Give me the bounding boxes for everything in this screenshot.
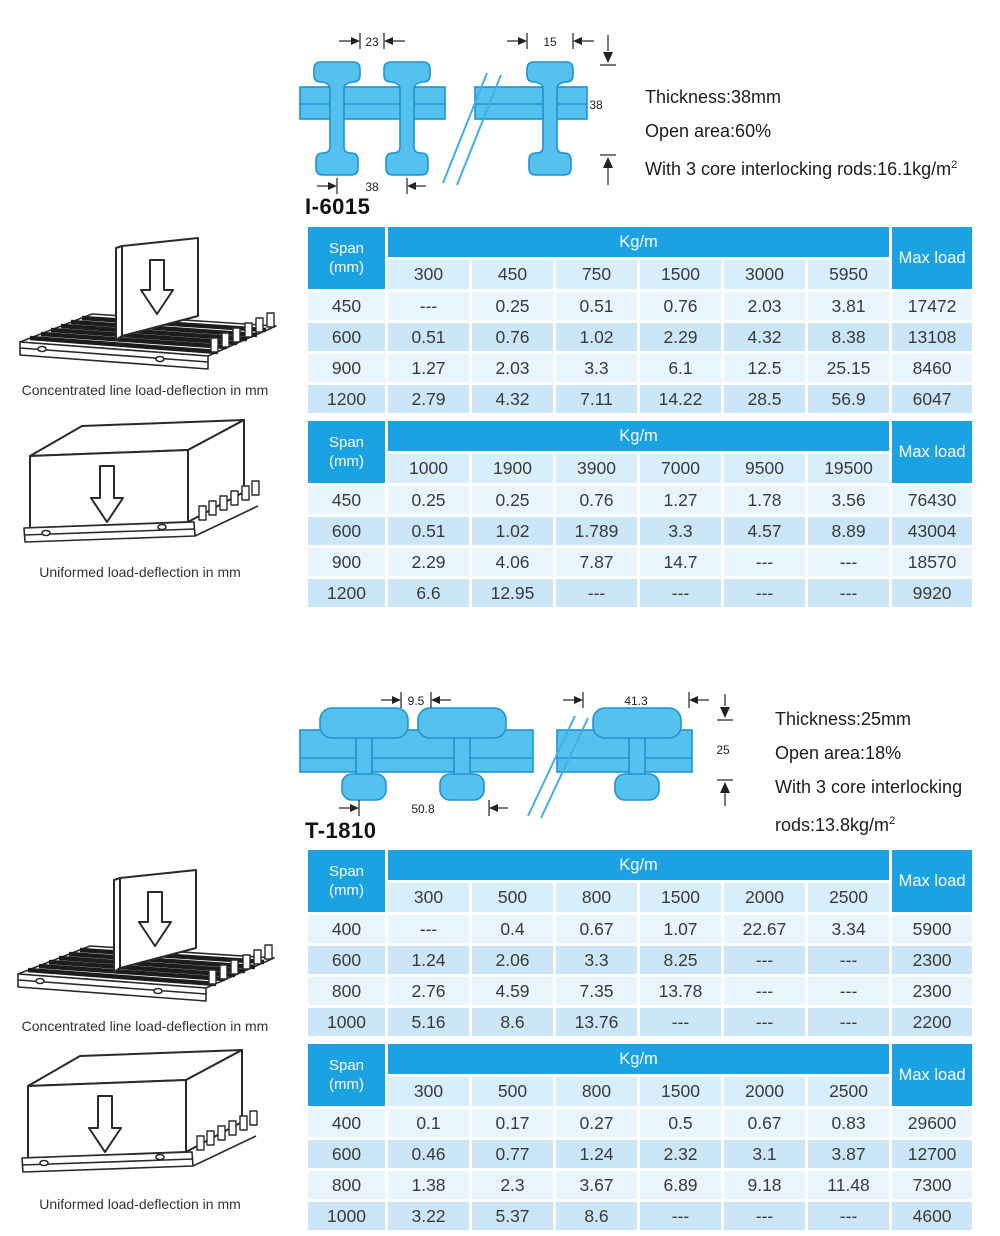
- uniform-load-illustration: [10, 1044, 275, 1194]
- illustration-caption: Uniformed load-deflection in mm: [39, 564, 241, 580]
- dimension-25-side: [716, 694, 733, 806]
- model-heading: T-1810: [305, 818, 377, 843]
- table-row: [307, 1201, 974, 1232]
- max-load-value: 12700: [891, 1139, 974, 1170]
- deflection-value: 1.78: [723, 485, 807, 516]
- load-column-header: 750: [555, 259, 639, 291]
- spec-list: [645, 80, 990, 186]
- table-row: [307, 578, 974, 609]
- load-column-header: 3000: [723, 259, 807, 291]
- dimension-15: [507, 33, 594, 49]
- table-row: [307, 384, 974, 415]
- spec-list: [775, 702, 995, 842]
- spec-line: Thickness:38mm: [645, 87, 782, 107]
- load-column-header: 2500: [807, 882, 891, 914]
- deflection-value: ---: [723, 1007, 807, 1038]
- deflection-value: 7.35: [555, 976, 639, 1007]
- deflection-value: 0.46: [387, 1139, 471, 1170]
- deflection-value: ---: [723, 976, 807, 1007]
- deflection-value: 1.02: [471, 516, 555, 547]
- deflection-value: 3.67: [555, 1170, 639, 1201]
- span-value: 600: [307, 322, 387, 353]
- table-row: [307, 485, 974, 516]
- deflection-value: 56.9: [807, 384, 891, 415]
- span-value: 400: [307, 1108, 387, 1139]
- deflection-value: 0.25: [471, 485, 555, 516]
- deflection-value: ---: [387, 914, 471, 945]
- table-row: [307, 976, 974, 1007]
- span-header: Span (mm): [307, 420, 387, 485]
- uniform-load-table: [305, 418, 975, 610]
- max-load-value: 13108: [891, 322, 974, 353]
- deflection-value: 0.51: [555, 291, 639, 322]
- svg-text:15: 15: [543, 35, 557, 49]
- load-column-header: 1500: [639, 882, 723, 914]
- deflection-value: 2.76: [387, 976, 471, 1007]
- deflection-value: ---: [807, 547, 891, 578]
- deflection-value: 2.79: [387, 384, 471, 415]
- span-header: Span (mm): [307, 849, 387, 914]
- span-value: 1200: [307, 578, 387, 609]
- uniform-load-illustration: [12, 414, 277, 564]
- concentrated-load-table: [305, 847, 975, 1039]
- deflection-value: ---: [555, 578, 639, 609]
- svg-text:50.8: 50.8: [411, 802, 435, 816]
- table-row: [307, 1108, 974, 1139]
- kgm-header: Kg/m: [387, 420, 891, 453]
- deflection-value: 3.34: [807, 914, 891, 945]
- i-bar-profile-drawing: [295, 25, 630, 195]
- concentrated-load-illustration: [10, 230, 290, 380]
- table-row: [307, 353, 974, 384]
- deflection-value: 0.51: [387, 516, 471, 547]
- table-header-row: [307, 1043, 974, 1076]
- uniform-load-table: [305, 1041, 975, 1233]
- deflection-value: ---: [807, 1007, 891, 1038]
- svg-text:38: 38: [589, 98, 603, 112]
- deflection-value: 4.06: [471, 547, 555, 578]
- span-value: 900: [307, 353, 387, 384]
- deflection-value: ---: [807, 945, 891, 976]
- deflection-value: 3.3: [555, 353, 639, 384]
- svg-text:41.3: 41.3: [624, 694, 648, 708]
- table-row: [307, 516, 974, 547]
- deflection-value: 0.76: [639, 291, 723, 322]
- dimension-9-5: [381, 692, 451, 708]
- table-row: [307, 1007, 974, 1038]
- kgm-header: Kg/m: [387, 849, 891, 882]
- deflection-value: ---: [723, 945, 807, 976]
- table-row: [307, 1170, 974, 1201]
- deflection-value: 1.38: [387, 1170, 471, 1201]
- span-value: 1000: [307, 1007, 387, 1038]
- load-column-header: 300: [387, 259, 471, 291]
- deflection-value: 9.18: [723, 1170, 807, 1201]
- deflection-value: 13.76: [555, 1007, 639, 1038]
- deflection-value: ---: [723, 578, 807, 609]
- deflection-value: 3.56: [807, 485, 891, 516]
- load-column-header: 1900: [471, 453, 555, 485]
- span-value: 1200: [307, 384, 387, 415]
- max-load-value: 2300: [891, 945, 974, 976]
- span-value: 800: [307, 976, 387, 1007]
- max-load-header: Max load: [891, 420, 974, 485]
- superscript: 2: [951, 159, 958, 171]
- kgm-header: Kg/m: [387, 226, 891, 259]
- spec-line: With 3 core interlocking $rods:16.1kg/m^2$: [645, 159, 958, 179]
- spec-line: Thickness:25mm: [775, 709, 912, 729]
- deflection-value: 0.25: [471, 291, 555, 322]
- deflection-value: 2.29: [639, 322, 723, 353]
- span-header: Span (mm): [307, 226, 387, 291]
- deflection-value: 13.78: [639, 976, 723, 1007]
- deflection-value: 0.1: [387, 1108, 471, 1139]
- svg-text:25: 25: [716, 743, 730, 757]
- deflection-value: 5.37: [471, 1201, 555, 1232]
- load-column-header: 7000: [639, 453, 723, 485]
- deflection-value: 0.83: [807, 1108, 891, 1139]
- model-heading: I-6015: [305, 194, 371, 219]
- concentrated-load-illustration: [8, 862, 288, 1012]
- deflection-value: 2.03: [471, 353, 555, 384]
- load-column-header: 1500: [639, 1076, 723, 1108]
- deflection-value: ---: [639, 1201, 723, 1232]
- deflection-value: 3.87: [807, 1139, 891, 1170]
- span-value: 600: [307, 1139, 387, 1170]
- deflection-value: 1.24: [555, 1139, 639, 1170]
- deflection-value: 0.76: [555, 485, 639, 516]
- illustration-caption: Concentrated line load-deflection in mm: [21, 1018, 269, 1034]
- span-value: 600: [307, 516, 387, 547]
- table-row: [307, 914, 974, 945]
- deflection-value: 28.5: [723, 384, 807, 415]
- load-column-header: 2500: [807, 1076, 891, 1108]
- deflection-value: 8.38: [807, 322, 891, 353]
- table-header-row: [307, 849, 974, 882]
- deflection-value: 1.27: [639, 485, 723, 516]
- max-load-value: 4600: [891, 1201, 974, 1232]
- dimension-38-side: [589, 35, 616, 185]
- max-load-value: 8460: [891, 353, 974, 384]
- dimension-41-3: [563, 692, 709, 708]
- column-header-row: [307, 259, 974, 291]
- deflection-value: 8.89: [807, 516, 891, 547]
- deflection-value: 11.48: [807, 1170, 891, 1201]
- deflection-value: 12.95: [471, 578, 555, 609]
- deflection-value: 7.87: [555, 547, 639, 578]
- deflection-value: 6.1: [639, 353, 723, 384]
- max-load-value: 2200: [891, 1007, 974, 1038]
- deflection-value: 2.29: [387, 547, 471, 578]
- deflection-value: 0.4: [471, 914, 555, 945]
- deflection-value: 0.5: [639, 1108, 723, 1139]
- max-load-value: 2300: [891, 976, 974, 1007]
- deflection-value: 3.3: [639, 516, 723, 547]
- load-column-header: 2000: [723, 882, 807, 914]
- deflection-value: 0.67: [555, 914, 639, 945]
- span-value: 1000: [307, 1201, 387, 1232]
- max-load-header: Max load: [891, 849, 974, 914]
- load-column-header: 9500: [723, 453, 807, 485]
- deflection-value: 7.11: [555, 384, 639, 415]
- illustration-caption: Concentrated line load-deflection in mm: [21, 382, 269, 398]
- svg-text:38: 38: [365, 180, 379, 194]
- span-value: 600: [307, 945, 387, 976]
- table-header-row: [307, 420, 974, 453]
- deflection-value: 14.22: [639, 384, 723, 415]
- load-column-header: 3900: [555, 453, 639, 485]
- table-row: [307, 547, 974, 578]
- column-header-row: [307, 882, 974, 914]
- deflection-value: 2.3: [471, 1170, 555, 1201]
- deflection-value: 12.5: [723, 353, 807, 384]
- max-load-value: 29600: [891, 1108, 974, 1139]
- deflection-value: 6.6: [387, 578, 471, 609]
- load-column-header: 300: [387, 882, 471, 914]
- span-value: 900: [307, 547, 387, 578]
- span-value: 400: [307, 914, 387, 945]
- deflection-value: ---: [639, 578, 723, 609]
- deflection-value: 1.24: [387, 945, 471, 976]
- deflection-value: 3.22: [387, 1201, 471, 1232]
- deflection-value: ---: [807, 976, 891, 1007]
- deflection-value: 5.16: [387, 1007, 471, 1038]
- illustration-caption: Uniformed load-deflection in mm: [39, 1196, 241, 1212]
- deflection-value: ---: [723, 1201, 807, 1232]
- deflection-value: 3.3: [555, 945, 639, 976]
- deflection-value: 4.57: [723, 516, 807, 547]
- deflection-value: ---: [807, 1201, 891, 1232]
- span-value: 800: [307, 1170, 387, 1201]
- deflection-value: ---: [387, 291, 471, 322]
- table-row: [307, 322, 974, 353]
- span-value: 450: [307, 485, 387, 516]
- span-value: 450: [307, 291, 387, 322]
- spec-line: $rods:13.8kg/m^2$: [775, 815, 896, 835]
- max-load-value: 6047: [891, 384, 974, 415]
- deflection-value: 25.15: [807, 353, 891, 384]
- deflection-value: 2.06: [471, 945, 555, 976]
- load-column-header: 800: [555, 882, 639, 914]
- span-header: Span (mm): [307, 1043, 387, 1108]
- load-column-header: 5950: [807, 259, 891, 291]
- column-header-row: [307, 1076, 974, 1108]
- deflection-value: 0.27: [555, 1108, 639, 1139]
- dimension-38-bottom: [317, 178, 426, 194]
- max-load-value: 9920: [891, 578, 974, 609]
- load-column-header: 800: [555, 1076, 639, 1108]
- load-column-header: 500: [471, 882, 555, 914]
- deflection-value: 3.1: [723, 1139, 807, 1170]
- deflection-value: 8.6: [471, 1007, 555, 1038]
- spec-line: With 3 core interlocking: [775, 777, 963, 797]
- max-load-value: 18570: [891, 547, 974, 578]
- t-bar-profile-drawing: [295, 688, 747, 820]
- kgm-header: Kg/m: [387, 1043, 891, 1076]
- deflection-value: 1.27: [387, 353, 471, 384]
- deflection-value: 0.17: [471, 1108, 555, 1139]
- table-header-row: [307, 226, 974, 259]
- deflection-value: 4.59: [471, 976, 555, 1007]
- deflection-value: 0.25: [387, 485, 471, 516]
- dimension-23: [339, 33, 405, 49]
- spec-line: Open area:60%: [645, 121, 772, 141]
- deflection-value: ---: [723, 547, 807, 578]
- deflection-value: 4.32: [471, 384, 555, 415]
- deflection-value: 8.6: [555, 1201, 639, 1232]
- deflection-value: ---: [807, 578, 891, 609]
- table-row: [307, 1139, 974, 1170]
- svg-text:23: 23: [365, 35, 379, 49]
- deflection-value: 14.7: [639, 547, 723, 578]
- max-load-header: Max load: [891, 226, 974, 291]
- deflection-value: 0.76: [471, 322, 555, 353]
- deflection-value: 8.25: [639, 945, 723, 976]
- svg-text:9.5: 9.5: [407, 694, 425, 708]
- deflection-value: 2.03: [723, 291, 807, 322]
- deflection-value: 6.89: [639, 1170, 723, 1201]
- deflection-value: 1.02: [555, 322, 639, 353]
- load-column-header: 300: [387, 1076, 471, 1108]
- load-column-header: 500: [471, 1076, 555, 1108]
- deflection-value: 0.51: [387, 322, 471, 353]
- load-column-header: 450: [471, 259, 555, 291]
- max-load-value: 43004: [891, 516, 974, 547]
- deflection-value: 0.67: [723, 1108, 807, 1139]
- dimension-50-8: [339, 800, 508, 816]
- max-load-value: 7300: [891, 1170, 974, 1201]
- deflection-value: 1.789: [555, 516, 639, 547]
- deflection-value: 4.32: [723, 322, 807, 353]
- table-row: [307, 291, 974, 322]
- spec-line: Open area:18%: [775, 743, 902, 763]
- max-load-value: 17472: [891, 291, 974, 322]
- deflection-value: 3.81: [807, 291, 891, 322]
- max-load-value: 76430: [891, 485, 974, 516]
- load-column-header: 2000: [723, 1076, 807, 1108]
- load-column-header: 19500: [807, 453, 891, 485]
- superscript: 2: [889, 815, 896, 827]
- deflection-value: 2.32: [639, 1139, 723, 1170]
- table-row: [307, 945, 974, 976]
- concentrated-load-table: [305, 224, 975, 416]
- max-load-value: 5900: [891, 914, 974, 945]
- deflection-value: 0.77: [471, 1139, 555, 1170]
- load-column-header: 1500: [639, 259, 723, 291]
- column-header-row: [307, 453, 974, 485]
- deflection-value: ---: [639, 1007, 723, 1038]
- load-column-header: 1000: [387, 453, 471, 485]
- max-load-header: Max load: [891, 1043, 974, 1108]
- deflection-value: 1.07: [639, 914, 723, 945]
- deflection-value: 22.67: [723, 914, 807, 945]
